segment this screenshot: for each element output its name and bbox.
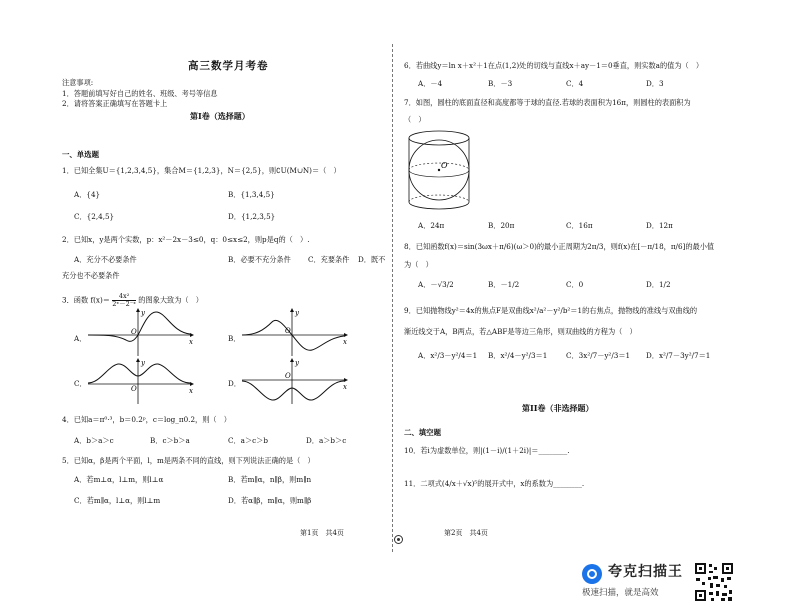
q5-option-d: D．若α∥β，m∥α，则m∥β: [228, 496, 312, 505]
q5-option-a: A．若m⊥α，l⊥m，则l⊥α: [74, 475, 164, 484]
question-9: 9．已知抛物线y²＝4x的焦点F是双曲线x²/a²－y²/b²＝1的右焦点，抛物线的准线与双曲线的: [404, 306, 698, 315]
section1-title: 一、单选题: [62, 150, 99, 159]
graph-c-origin: O: [131, 385, 137, 393]
q3-graph-b: [240, 308, 350, 358]
graph-a-x: x: [189, 338, 193, 346]
q8-option-c: C．0: [566, 280, 584, 289]
q3-prefix: 3．函数: [62, 295, 89, 305]
question-2: 2．已知x，y是两个实数，p：x²－2x－3≤0，q：0≤x≤2，则p是q的（ ）.: [62, 235, 310, 244]
q6-option-d: D．3: [646, 79, 664, 88]
qr-code-icon: [694, 562, 734, 602]
graph-c-y: y: [141, 359, 145, 367]
q7-option-d: D．12π: [646, 221, 673, 230]
q5-option-b: B．若m∥α，n∥β，则m∥n: [228, 475, 312, 484]
q7-paren: （ ）: [404, 115, 426, 124]
q3-graph-a: [86, 308, 196, 358]
right-column: [404, 0, 726, 580]
q1-option-d: D．{1,2,3,5}: [228, 212, 276, 221]
graph-c-x: x: [189, 387, 193, 395]
scanner-logo-icon: [582, 564, 602, 584]
q2-option-d: D．既不: [358, 255, 386, 264]
q2-option-d-cont: 充分也不必要条件: [62, 271, 120, 280]
q4-option-d: D．a＞b＞c: [306, 436, 347, 445]
q8-option-a: A．－√3/2: [418, 280, 454, 289]
watermark-brand: 夸克扫描王: [608, 564, 683, 580]
q1-option-a: A．{4}: [74, 190, 101, 199]
graph-a-y: y: [141, 309, 145, 317]
question-7: 7．如图，圆柱的底面直径和高度都等于球的直径.若球的表面积为16π，则圆柱的表面积为: [404, 98, 691, 107]
q9-option-d: D．x²/7－3y²/7＝1: [646, 351, 711, 360]
question-6: 6．若曲线y＝ln x＋x²＋1在点(1,2)处的切线与直线x＋ay－1＝0垂直，则实数a的值为（ ）: [404, 61, 704, 70]
q3-option-c-label: C．: [74, 379, 87, 388]
q3-func: f(x)＝: [90, 295, 110, 305]
q2-option-c: C．充要条件: [308, 255, 350, 264]
watermark-slogan: 极速扫描，就是高效: [582, 588, 659, 598]
q3-numerator: 4x²: [112, 293, 136, 301]
graph-d-y: y: [295, 359, 299, 367]
part2-title: 第II卷（非选择题）: [522, 403, 594, 413]
question-11: 11．二项式(4/x＋√x)⁵的展开式中，x的系数为________.: [404, 479, 585, 488]
q9-option-a: A．x²/3－y²/4＝1: [418, 351, 478, 360]
q2-option-a: A．充分不必要条件: [74, 255, 137, 264]
graph-b-origin: O: [285, 327, 291, 335]
part1-title: 第I卷（选择题）: [190, 111, 250, 121]
question-8: 8．已知函数f(x)＝sin(3ωx＋π/6)(ω＞0)的最小正周期为2π/3，则f(x)在[－π/18，π/6]的最小值: [404, 242, 715, 251]
graph-b-y: y: [295, 309, 299, 317]
q8-option-b: B．－1/2: [488, 280, 520, 289]
q3-option-d-label: D．: [228, 379, 241, 388]
q7-center-label: O: [441, 161, 448, 170]
q4-option-a: A．b＞a＞c: [74, 436, 114, 445]
q7-option-b: B．20π: [488, 221, 515, 230]
q3-option-b-label: B．: [228, 334, 241, 343]
q3-denominator: 2ˣ－2⁻ˣ: [112, 299, 136, 308]
q8-option-d: D．1/2: [646, 280, 671, 289]
question-3: [62, 293, 203, 308]
q7-cylinder-figure: [406, 128, 472, 214]
q7-option-c: C．16π: [566, 221, 593, 230]
graph-a-origin: O: [131, 328, 137, 336]
question-9-cont: 渐近线交于A，B两点，若△ABF是等边三角形，则双曲线的方程为（ ）: [404, 327, 637, 336]
question-5: 5．已知α，β是两个平面，l，m是两条不同的直线，则下列说法正确的是（ ）: [62, 456, 315, 465]
q2-option-b: B．必要不充分条件: [228, 255, 291, 264]
q8-paren: 为（ ）: [404, 260, 433, 269]
graph-b-x: x: [343, 338, 347, 346]
q9-option-c: C．3x²/7－y²/3＝1: [566, 351, 631, 360]
left-column: [58, 0, 386, 580]
q4-option-b: B．c＞b＞a: [150, 436, 190, 445]
notice-1: 1．答题前填写好自己的姓名、班级、考号等信息: [62, 89, 218, 98]
scanner-watermark: [582, 563, 692, 603]
q6-option-b: B．－3: [488, 79, 513, 88]
graph-d-origin: O: [285, 372, 291, 380]
q1-option-c: C．{2,4,5}: [74, 212, 115, 221]
right-footer: 第2页 共4页: [444, 529, 488, 537]
q1-option-b: B．{1,3,4,5}: [228, 190, 275, 199]
q6-option-c: C．4: [566, 79, 584, 88]
q3-graph-c: [86, 358, 196, 406]
q9-option-b: B．x²/4－y²/3＝1: [488, 351, 548, 360]
exam-title: 高三数学月考卷: [188, 60, 269, 72]
q3-suffix: 的图象大致为（ ）: [138, 295, 203, 305]
center-registration-mark: [394, 535, 403, 544]
q3-graph-d: [240, 358, 350, 406]
notice-title: 注意事项:: [62, 78, 94, 87]
q3-option-a-label: A．: [74, 334, 87, 343]
q7-option-a: A．24π: [418, 221, 445, 230]
q4-option-c: C．a＞c＞b: [228, 436, 268, 445]
left-footer: 第1页 共4页: [300, 529, 344, 537]
question-4: 4．已知a＝π⁰·³，b＝0.2ᵖ，c＝log_π0.2，则（ ）: [62, 415, 231, 424]
q3-fraction: [112, 293, 136, 308]
q5-option-c: C．若m∥α，l⊥α，则l⊥m: [74, 496, 161, 505]
question-1: 1．已知全集U＝{1,2,3,4,5}，集合M＝{1,2,3}，N＝{2,5}，则∁U(M∪N)＝（ ）: [62, 166, 341, 175]
section2-title: 二、填空题: [404, 428, 441, 437]
graph-d-x: x: [343, 383, 347, 391]
notice-2: 2．请将答案正确填写在答题卡上: [62, 99, 168, 108]
question-10: 10．若i为虚数单位，则|(1－i)/(1＋2i)|＝________.: [404, 446, 570, 455]
column-divider: [392, 44, 393, 552]
q6-option-a: A．－4: [418, 79, 443, 88]
